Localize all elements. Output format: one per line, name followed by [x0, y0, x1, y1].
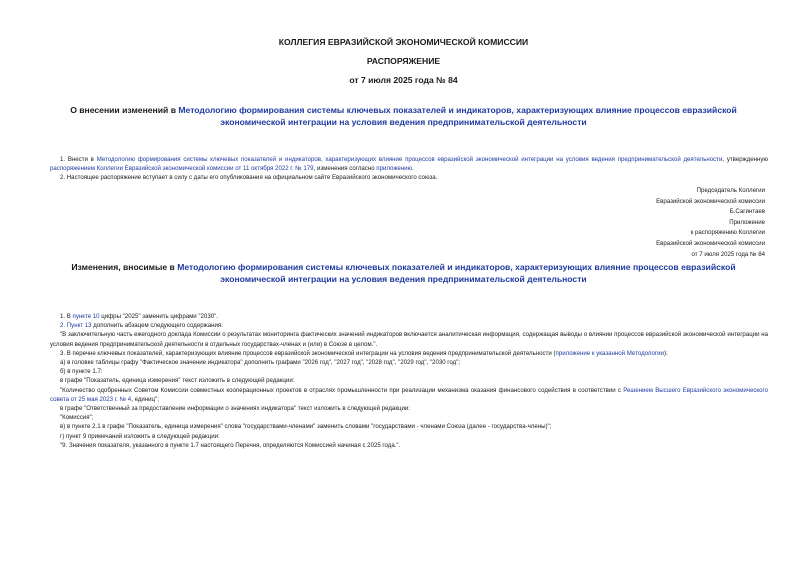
title-prefix: О внесении изменений в — [70, 105, 179, 115]
methodology-link[interactable]: Методологию формирования системы ключевых показателей и индикаторов, характеризующих влияние процессов евразийской экономической интеграции на условия ведения предпринимательской деятельности — [178, 105, 737, 127]
signature-line-5: к распоряжению Коллегии — [690, 229, 765, 237]
paragraph-1 — [50, 155, 768, 173]
signature-line-1: Председатель Коллегии — [696, 187, 765, 194]
signature-line-4: Приложение — [729, 218, 765, 226]
change-3 — [50, 349, 768, 358]
decision-4-link[interactable]: Решением Высшего Евразийского экономического совета от 25 мая 2023 г. № 4 — [50, 386, 768, 403]
decree-179-link[interactable]: распоряжением Коллегии Евразийской экономической комиссии от 11 октября 2022 г. № 179 — [50, 165, 314, 173]
para1-text-c: , изменения согласно — [313, 165, 377, 173]
date-number-heading: от 7 июля 2025 года № 84 — [349, 75, 458, 85]
change-3b-1: в графе "Показатель, единица измерения" текст изложить в следующей редакции: — [60, 377, 295, 385]
para1-text-d: . — [412, 165, 414, 173]
para1-text-a: 1. Внести в — [60, 156, 97, 163]
signature-line-7: от 7 июля 2025 года № 84 — [691, 250, 765, 258]
change-3d: г) пункт 9 примечаний изложить в следующей редакции: — [60, 432, 220, 440]
clause-10-link[interactable]: пункте 10 — [72, 313, 100, 320]
change-1-text-b: цифры "2025" заменить цифрами "2030". — [99, 313, 218, 320]
change-3-text-b: ): — [663, 349, 668, 357]
doc-type-heading: РАСПОРЯЖЕНИЕ — [366, 56, 441, 66]
change-3b-1-quote-a: "Количество одобренных Советом Комиссии совместных кооперационных проектов в отраслях промышленности при реализации механизма оказания финансового содействия в соответствии с — [60, 386, 624, 394]
org-heading: КОЛЛЕГИЯ ЕВРАЗИЙСКОЙ ЭКОНОМИЧЕСКОЙ КОМИССИИ — [278, 37, 529, 47]
main-body — [50, 155, 768, 183]
change-3c: в) в пункте 2.1 в графе "Показатель, единица измерения" слова "государствами-членами" заменить словами "государствами - членами Союза (далее - государства-члены)"; — [60, 423, 552, 431]
change-3d-quote: "9. Значения показателя, указанного в пункте 1.7 настоящего Перечня, определяются Комиссией начиная с 2025 года.". — [60, 441, 401, 449]
change-3b-1-quote — [50, 386, 768, 404]
signature-line-6: Евразийской экономической комиссии — [656, 239, 765, 247]
appendix-title — [40, 261, 767, 285]
signature-block — [515, 186, 765, 260]
change-2-text-b: дополнить абзацем следующего содержания: — [91, 322, 223, 330]
signature-line-3: Б.Сагинтаев — [729, 208, 765, 216]
change-2-quote: "В заключительную часть ежегодного доклада Комиссии о результатах мониторинга фактических значений индикаторов включается аналитическая информация, содержащая выводы о влиянии процессов евразийской экономической интеграции на условия ведения предпринимательской деятельности в отдельных государствах-членах и (или) в Союзе в целом.". — [50, 331, 768, 348]
change-1 — [50, 312, 768, 321]
signature-line-2: Евразийской экономической комиссии — [656, 197, 765, 205]
clause-13-link[interactable]: 2. Пункт 13 — [60, 322, 92, 330]
paragraph-2: 2. Настоящее распоряжение вступает в силу с даты его опубликования на официальном сайте Евразийского экономического союза. — [60, 174, 438, 182]
change-1-text-a: 1. В — [60, 313, 73, 320]
change-3b-1-quote-b: , единиц"; — [131, 395, 159, 403]
appendix-methodology-link[interactable]: Методологию формирования системы ключевых показателей и индикаторов, характеризующих влияние процессов евразийской экономической интеграции на условия ведения предпринимательской деятельности — [177, 262, 736, 284]
change-3a: а) в головке таблицы графу "Фактическое значение индикатора" дополнить графами "2026 год", "2027 год", "2028 год", "2029 год", "2030 год"; — [60, 359, 461, 367]
document-title — [40, 104, 767, 128]
change-2 — [50, 321, 768, 330]
appendix-title-prefix: Изменения, вносимые в — [71, 262, 178, 272]
change-3b-2: в графе "Ответственный за предоставление информации о значениях индикатора" текст изложить в следующей редакции: — [60, 405, 410, 413]
changes-body — [50, 312, 768, 450]
para1-text-b: , утвержденную — [722, 156, 768, 163]
methodology-link-2[interactable]: Методологию формирования системы ключевых показателей и индикаторов, характеризующих влияние процессов евразийской экономической интеграции на условия ведения предпринимательской деятельности — [96, 156, 723, 163]
change-3b-2-quote: "Комиссия"; — [60, 414, 94, 422]
change-3-text-a: 3. В перечне ключевых показателей, характеризующих влияние процессов евразийской экономической интеграции на условия ведения предпринимательской деятельности ( — [60, 349, 556, 357]
change-3b: б) в пункте 1.7: — [60, 368, 103, 376]
methodology-appendix-link[interactable]: приложение к указанной Методологии — [555, 349, 664, 357]
appendix-link[interactable]: приложению — [376, 165, 413, 173]
